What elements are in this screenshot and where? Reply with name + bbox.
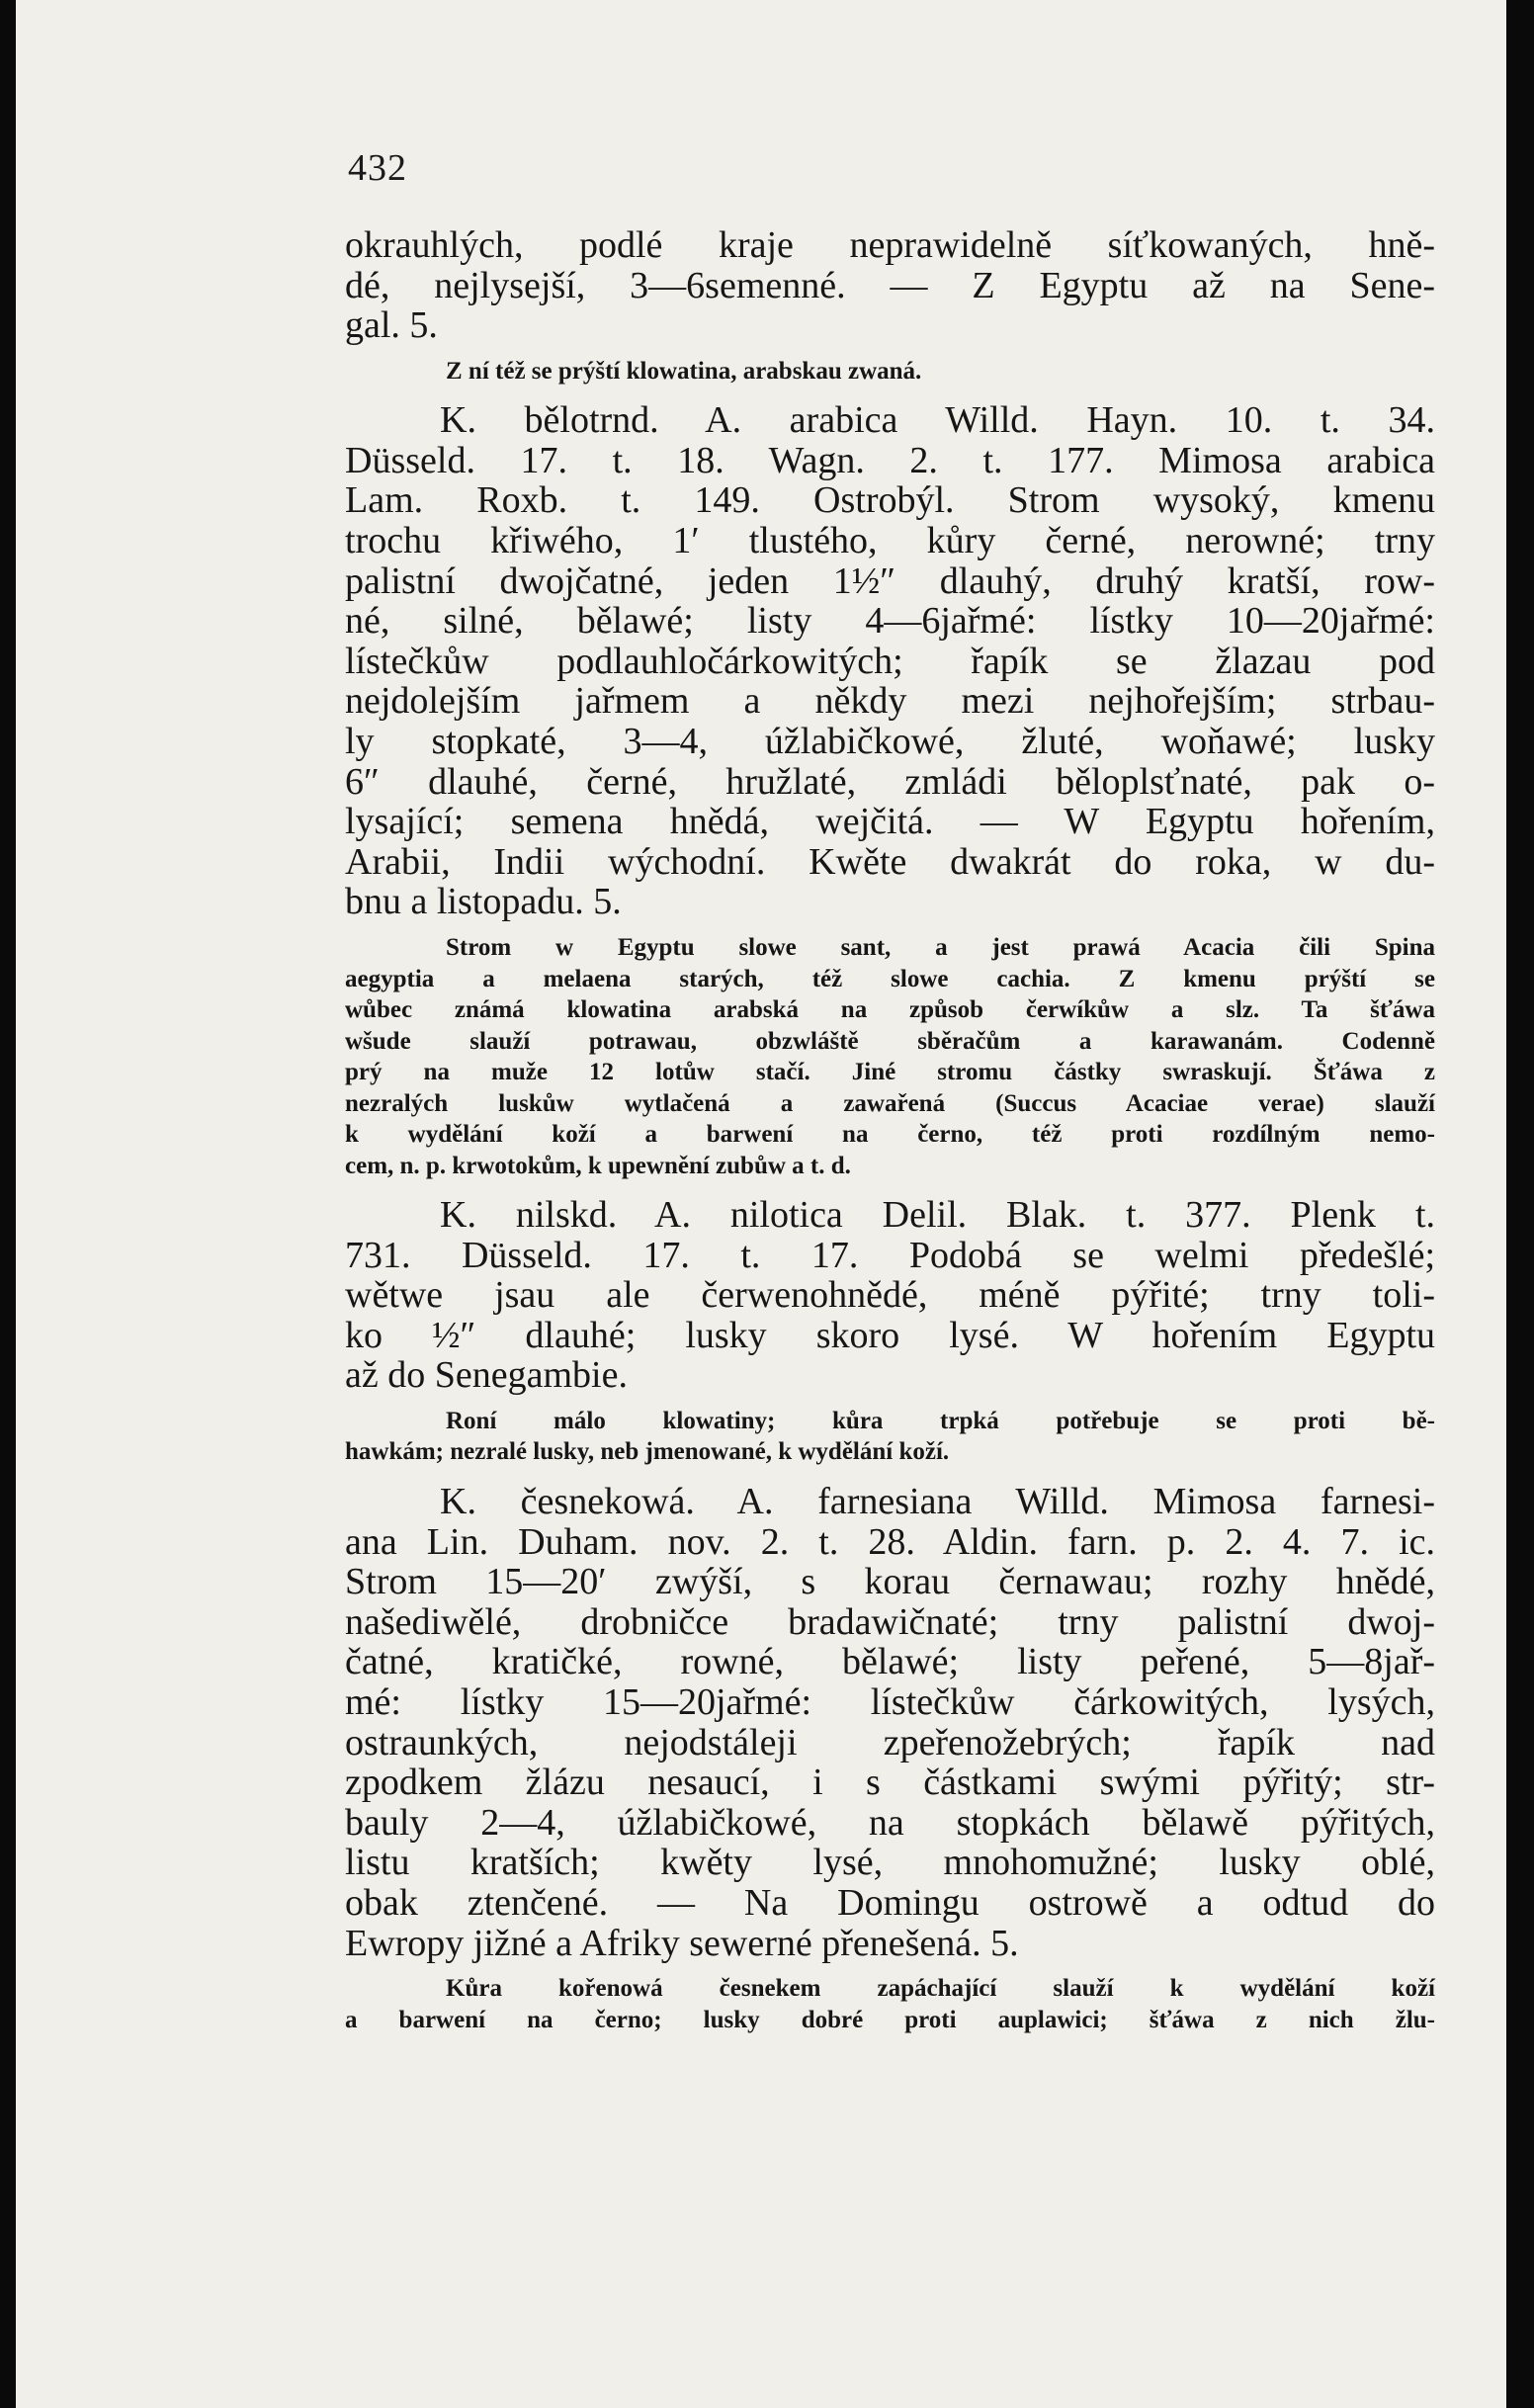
note-line: aegyptia a melaena starých, též slowe cachia. Z kmenu prýští se xyxy=(345,965,1435,992)
paragraph-gap xyxy=(345,387,1435,400)
body-line: bnu a listopadu. 5. xyxy=(345,881,622,923)
note-line: Strom w Egyptu slowe sant, a jest prawá Acacia čili Spina xyxy=(446,934,1435,961)
body-line: zpodkem žlázu nesaucí, i s částkami swými pýřitý; str- xyxy=(345,1762,1435,1804)
note-line: k wydělání koží a barwení na černo, též proti rozdílným nemo- xyxy=(345,1121,1435,1148)
note-line: prý na muže 12 lotůw stačí. Jiné stromu částky swraskují. Šťáwa z xyxy=(345,1059,1435,1085)
body-line: lístečkůw podlauhločárkowitých; řapík se žlazau pod xyxy=(345,640,1435,682)
body-line: lysající; semena hnědá, wejčitá. — W Egyptu hořením, xyxy=(345,801,1435,843)
paragraph-gap xyxy=(345,346,1435,356)
body-line: né, silné, bělawé; listy 4—6jařmé: lístky 10—20jařmé: xyxy=(345,600,1435,643)
note-line: cem, n. p. krwotokům, k upewnění zubůw a t. d. xyxy=(345,1152,851,1179)
body-line: bauly 2—4, úžlabičkowé, na stopkách bělawě pýřitých, xyxy=(345,1801,1435,1844)
body-line: Strom 15—20′ zwýší, s korau černawau; rozhy hnědé, xyxy=(345,1561,1435,1603)
body-line: Lam. Roxb. t. 149. Ostrobýl. Strom wysoký, kmenu xyxy=(345,479,1435,522)
body-line: K. bělotrnd. A. arabica Willd. Hayn. 10. t. 34. xyxy=(440,399,1435,442)
body-line: gal. 5. xyxy=(345,304,438,347)
body-line: K. česnekowá. A. farnesiana Willd. Mimosa farnesi- xyxy=(440,1480,1435,1522)
body-line: listu kratších; kwěty lysé, mnohomužné; lusky oblé, xyxy=(345,1842,1435,1884)
body-line: Düsseld. 17. t. 18. Wagn. 2. t. 177. Mimosa arabica xyxy=(345,439,1435,481)
paragraph-gap xyxy=(345,922,1435,932)
paragraph-gap xyxy=(345,1963,1435,1973)
book-page xyxy=(16,0,1506,2408)
body-line: ko ½″ dlauhé; lusky skoro lysé. W hořením Egyptu xyxy=(345,1314,1435,1356)
note-line: nezralých luskůw wytlačená a zawařená (Succus Acaciae verae) slauží xyxy=(345,1089,1435,1117)
paragraph-gap xyxy=(345,1396,1435,1406)
body-line: obak ztenčené. — Na Domingu ostrowě a odtud do xyxy=(345,1881,1435,1924)
body-line: mé: lístky 15—20jařmé: lístečkůw čárkowitých, lysých, xyxy=(345,1680,1435,1723)
body-line: Arabii, Indii wýchodní. Kwěte dwakrát do roka, w du- xyxy=(345,840,1435,883)
body-line: ostraunkých, nejodstáleji zpeřenožebrých; řapík nad xyxy=(345,1721,1435,1763)
body-line: až do Senegambie. xyxy=(345,1354,628,1397)
body-line: K. nilskd. A. nilotica Delil. Blak. t. 377. Plenk t. xyxy=(440,1194,1435,1236)
body-line: trochu křiwého, 1′ tlustého, kůry černé, nerowné; trny xyxy=(345,520,1435,562)
body-line: dé, nejlysejší, 3—6semenné. — Z Egyptu až na Sene- xyxy=(345,264,1435,306)
body-line: palistní dwojčatné, jeden 1½″ dlauhý, druhý kratší, row- xyxy=(345,559,1435,602)
note-line: Roní málo klowatiny; kůra trpká potřebuje se proti bě- xyxy=(446,1407,1435,1434)
body-line: nejdolejším jařmem a někdy mezi nejhořejším; strbau- xyxy=(345,680,1435,723)
body-line: čatné, kratičké, rowné, bělawé; listy peřené, 5—8jař- xyxy=(345,1641,1435,1683)
note-line: a barwení na černo; lusky dobré proti auplawici; šťáwa z nich žlu- xyxy=(345,2006,1435,2033)
note-line: wůbec známá klowatina arabská na způsob čerwíkůw a slz. Ta šťáwa xyxy=(345,996,1435,1023)
body-line: okrauhlých, podlé kraje neprawidelně síťkowaných, hně- xyxy=(345,224,1435,266)
body-line: Ewropy jižné a Afriky sewerné přenešená. 5. xyxy=(345,1922,1019,1964)
page-number: 432 xyxy=(348,147,407,189)
body-line: wětwe jsau ale čerwenohnědé, méně pýřité; trny toli- xyxy=(345,1274,1435,1317)
page-text xyxy=(345,225,1435,2035)
body-line: ana Lin. Duham. nov. 2. t. 28. Aldin. farn. p. 2. 4. 7. ic. xyxy=(345,1520,1435,1563)
body-line: 731. Düsseld. 17. t. 17. Podobá se welmi předešlé; xyxy=(345,1234,1435,1276)
paragraph-gap xyxy=(345,1181,1435,1195)
note-line: Kůra kořenowá česnekem zapáchající slauží k wydělání koží xyxy=(446,1975,1435,2003)
body-line: našediwělé, drobničce bradawičnaté; trny palistní dwoj- xyxy=(345,1600,1435,1643)
body-line: ly stopkaté, 3—4, úžlabičkowé, žluté, woňawé; lusky xyxy=(345,721,1435,763)
paragraph-gap xyxy=(345,1468,1435,1482)
note-line: Z ní též se prýští klowatina, arabskau zwaná. xyxy=(446,357,922,385)
note-line: hawkám; nezralé lusky, neb jmenowané, k wydělání koží. xyxy=(345,1438,950,1466)
note-line: wšude slauží potrawau, obzwláště sběračům a karawanám. Codenně xyxy=(345,1027,1435,1055)
body-line: 6″ dlauhé, černé, hružlaté, zmládi běloplsťnaté, pak o- xyxy=(345,760,1435,803)
